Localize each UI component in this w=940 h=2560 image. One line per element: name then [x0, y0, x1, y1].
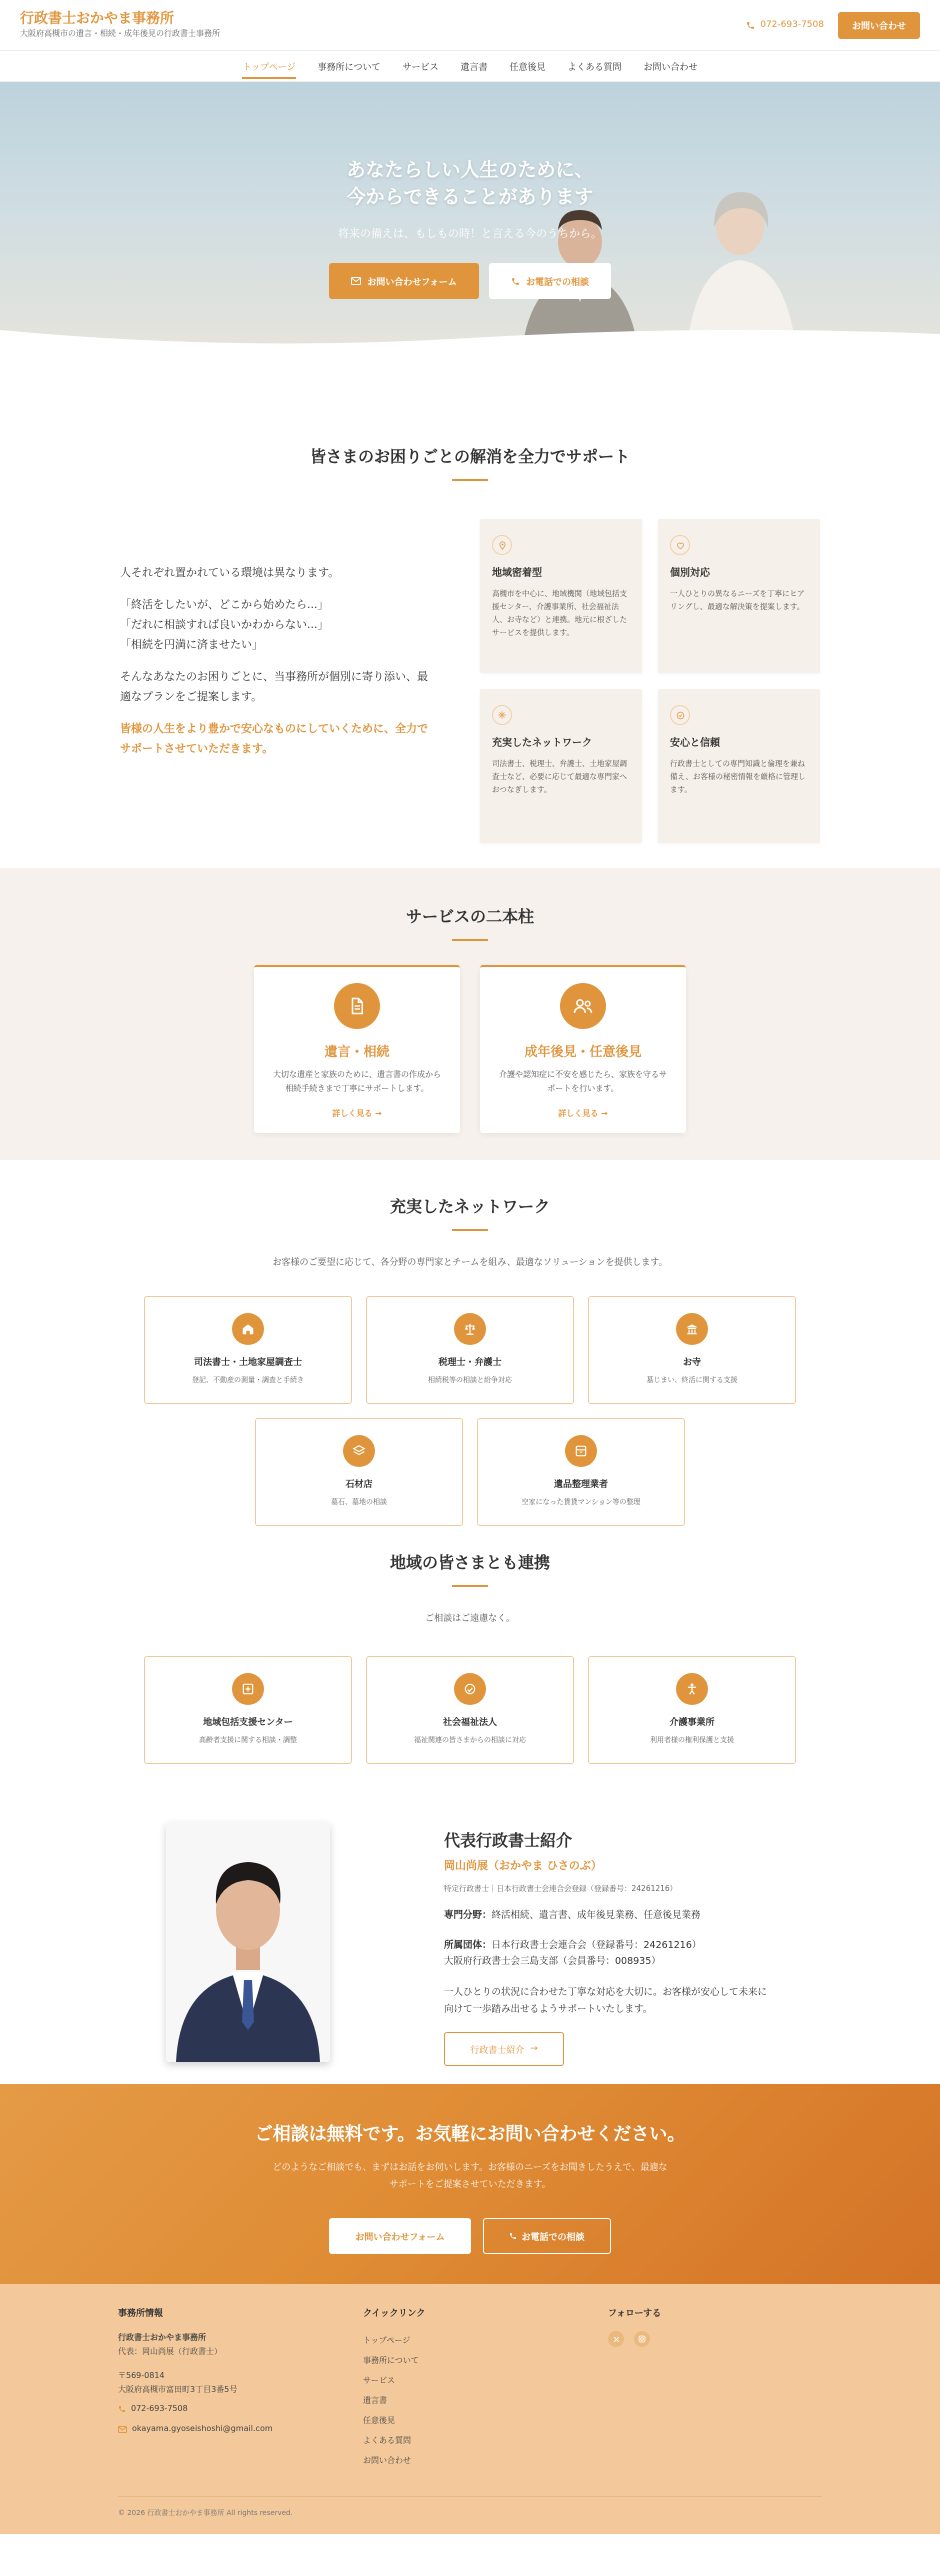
main-nav — [0, 50, 940, 82]
feature-card-local — [480, 519, 642, 673]
phone-icon — [509, 2232, 517, 2240]
network-card-desc: 墓石、墓地の相談 — [331, 1498, 387, 1506]
brand-subtitle: 大阪府高槻市の遺言・相続・成年後見の行政書士事務所 — [20, 29, 220, 38]
pillar-card-guardianship[interactable] — [480, 965, 686, 1133]
footer-phone-number: 072-693-7508 — [131, 2404, 188, 2413]
profile-org-1: 日本行政書士会連合会（登録番号：24261216） — [491, 1940, 702, 1951]
hero-contact-form-button[interactable] — [329, 263, 479, 299]
footer-address: 大阪府高槻市富田町3丁目3番5号 — [118, 2385, 238, 2394]
support-title: 皆さまのお困りごとの解消を全力でサポート — [309, 447, 630, 466]
footer-link-contact[interactable]: お問い合わせ — [363, 2456, 411, 2465]
network-title: 充実したネットワーク — [389, 1197, 550, 1216]
header-phone-link[interactable] — [746, 20, 824, 30]
hero-phone-label: お電話での相談 — [525, 277, 589, 288]
profile-intro-button[interactable] — [444, 2032, 564, 2066]
pillar-card-will[interactable] — [254, 965, 460, 1133]
cta-buttons — [0, 2218, 940, 2254]
profile-org-label: 所属団体： — [444, 1940, 492, 1951]
hero-content — [0, 157, 940, 299]
community-card-desc: 利用者様の権利保護と支援 — [650, 1736, 734, 1744]
accessibility-icon — [676, 1673, 708, 1705]
network-section — [0, 1160, 940, 1530]
profile-org-2: 大阪府行政書士会三島支部（会員番号：008935） — [444, 1956, 661, 1967]
footer-office-info — [118, 2306, 363, 2471]
scales-icon — [454, 1313, 486, 1345]
profile-section — [0, 1812, 940, 2084]
title-underline — [452, 1585, 488, 1587]
feature-title: 地域密着型 — [492, 568, 542, 579]
stone-icon — [343, 1435, 375, 1467]
title-underline — [452, 939, 488, 941]
phone-icon — [511, 277, 520, 286]
hero-section — [0, 82, 940, 352]
footer-postal: 〒569-0814 — [118, 2371, 165, 2380]
hero-title — [0, 157, 940, 211]
footer-links-heading: クイックリンク — [363, 2309, 426, 2319]
hero-wave-divider — [0, 322, 940, 352]
network-card-judicial-scrivener — [144, 1296, 352, 1404]
feature-title: 個別対応 — [670, 568, 710, 579]
community-card-care — [588, 1656, 796, 1764]
network-card-title: 遺品整理業者 — [553, 1480, 608, 1490]
community-card-welfare — [366, 1656, 574, 1764]
nav-item-faq[interactable]: よくある質問 — [567, 62, 622, 73]
support-section — [0, 352, 940, 868]
network-lead: お客様のご要望に応じて、各分野の専門家とチームを組み、最適なソリューションを提供します。 — [272, 1258, 668, 1268]
network-card-title: 税理士・弁護士 — [438, 1358, 502, 1368]
footer-office-name: 行政書士おかやま事務所 — [118, 2333, 206, 2342]
network-card-desc: 相続税等の相談と紛争対応 — [428, 1376, 512, 1384]
cta-phone-button[interactable] — [483, 2218, 611, 2254]
footer-follow — [608, 2306, 853, 2471]
pillar-desc: 介護や認知症に不安を感じたら、家族を守るサポートを行います。 — [499, 1070, 667, 1093]
footer-representative: 代表：岡山尚展（行政書士） — [118, 2347, 222, 2356]
profile-specialty — [444, 1908, 774, 1924]
network-card-desc: 登記、不動産の測量・調査と手続き — [192, 1376, 304, 1384]
support-body — [120, 519, 820, 843]
nav-item-guardianship[interactable]: 任意後見 — [509, 62, 546, 73]
community-card-title: 地域包括支援センター — [203, 1718, 293, 1728]
mail-icon — [351, 277, 361, 285]
temple-icon — [676, 1313, 708, 1345]
footer-phone[interactable] — [118, 2401, 363, 2417]
title-underline — [452, 479, 488, 481]
hero-phone-button[interactable] — [489, 263, 611, 299]
network-card-desc: 墓じまい、終活に関する支援 — [646, 1376, 738, 1384]
community-card-support-center — [144, 1656, 352, 1764]
header-actions — [746, 12, 920, 39]
profile-specialty-value: 終活相続、遺言書、成年後見業務、任意後見業務 — [491, 1910, 701, 1921]
network-card-stonemason — [255, 1418, 463, 1526]
community-card-desc: 高齢者支援に関する相談・調整 — [199, 1736, 297, 1744]
footer-follow-heading: フォローする — [608, 2309, 662, 2319]
network-card-title: お寺 — [682, 1358, 701, 1368]
document-icon — [334, 983, 380, 1029]
pillar-title: 遺言・相続 — [324, 1045, 390, 1060]
pillar-title: 成年後見・任意後見 — [524, 1045, 642, 1060]
pillars-title: サービスの二本柱 — [405, 907, 534, 926]
arrow-right-icon: → — [530, 2044, 538, 2054]
profile-message: 一人ひとりの状況に合わせた丁寧な対応を大切に。お客様が安心して未来に向けて一歩踏み出せるようサポートいたします。 — [444, 1987, 768, 2015]
feature-grid — [480, 519, 820, 843]
service-pillars-section — [0, 868, 940, 1160]
support-highlight: 皆様の人生をより豊かで安心なものにしていくために、全力でサポートさせていただきます。 — [120, 722, 428, 755]
support-text — [120, 519, 430, 843]
header-contact-button[interactable]: お問い合わせ — [838, 12, 920, 39]
profile-name: 岡山尚展（おかやま ひさのぶ） — [444, 1859, 602, 1872]
feature-desc: 高槻市を中心に、地域機関（地域包括支援センター、介護事業所、社会福祉法人、お寺など）と連携。地元に根ざしたサービスを提供します。 — [492, 589, 627, 637]
brand-title[interactable]: 行政書士おかやま事務所 — [20, 11, 174, 27]
network-card-estate-cleanup — [477, 1418, 685, 1526]
hero-title-line1: あなたらしい人生のために、 — [346, 159, 594, 181]
support-quote-1: 「終活をしたいが、どこから始めたら...」 — [120, 598, 329, 611]
heart-icon — [670, 535, 690, 555]
cta-section — [0, 2084, 940, 2284]
profile-organizations — [444, 1938, 774, 1970]
feature-card-trust — [658, 689, 820, 843]
nav-item-top[interactable]: トップページ — [242, 52, 295, 81]
footer-link-top[interactable]: トップページ — [363, 2336, 411, 2345]
header-phone-number: 072-693-7508 — [760, 20, 824, 30]
community-card-title: 介護事業所 — [669, 1718, 715, 1728]
cta-text: どのようなご相談でも、まずはお話をお伺いします。お客様のニーズをお聞きしたうえで、最適なサポートをご提案させていただきます。 — [272, 2163, 668, 2190]
box-icon — [565, 1435, 597, 1467]
network-grid — [130, 1296, 810, 1526]
hero-contact-form-label: お問い合わせフォーム — [367, 277, 457, 288]
location-pin-icon — [492, 535, 512, 555]
social-links — [608, 2331, 853, 2347]
network-card-desc: 空家になった賃貸マンション等の整理 — [521, 1498, 641, 1506]
pillar-detail-link[interactable]: 詳しく見る → — [332, 1109, 382, 1118]
handshake-icon — [454, 1673, 486, 1705]
support-paragraph-1: 人それぞれ置かれている環境は異なります。 — [120, 566, 340, 579]
network-card-tax-lawyer — [366, 1296, 574, 1404]
check-circle-icon — [670, 705, 690, 725]
community-card-desc: 福祉関連の皆さまからの相談に対応 — [414, 1736, 526, 1744]
footer-link-guardianship[interactable]: 任意後見 — [363, 2416, 395, 2425]
profile-specialty-label: 専門分野： — [444, 1910, 492, 1921]
feature-desc: 司法書士、税理士、弁護士、土地家屋調査士など、必要に応じて最適な専門家へおつなぎします。 — [492, 759, 627, 794]
site-footer — [0, 2284, 940, 2534]
community-lead: ご相談はご遠慮なく。 — [425, 1614, 515, 1624]
cta-phone-label: お電話での相談 — [521, 2232, 585, 2243]
nav-item-will[interactable]: 遺言書 — [460, 62, 488, 73]
support-paragraph-2: そんなあなたのお困りごとに、当事務所が個別に寄り添い、最適なプランをご提案します。 — [120, 670, 428, 703]
support-quote-3: 「相続を円満に済ませたい」 — [120, 638, 263, 651]
title-underline — [452, 1229, 488, 1231]
people-icon — [560, 983, 606, 1029]
phone-icon — [118, 2405, 126, 2413]
house-icon — [232, 1313, 264, 1345]
hero-subtitle: 将来の備えは、もしもの時！と言える今のうちから。 — [338, 227, 602, 240]
site-header — [0, 0, 940, 50]
pillar-row — [0, 965, 940, 1133]
footer-office-heading: 事務所情報 — [118, 2309, 164, 2319]
hero-buttons — [0, 263, 940, 299]
footer-link-about[interactable]: 事務所について — [363, 2356, 419, 2365]
support-quote-2: 「だれに相談すれば良いかわからない...」 — [120, 618, 329, 631]
feature-title: 安心と信頼 — [670, 738, 720, 749]
community-title: 地域の皆さまとも連携 — [389, 1553, 550, 1572]
footer-divider — [118, 2496, 822, 2497]
medical-plus-icon — [232, 1673, 264, 1705]
cta-title: ご相談は無料です。お気軽にお問い合わせください。 — [254, 2124, 686, 2145]
x-twitter-icon[interactable] — [608, 2331, 624, 2347]
network-icon — [492, 705, 512, 725]
instagram-icon[interactable] — [634, 2331, 650, 2347]
feature-title: 充実したネットワーク — [492, 738, 592, 749]
nav-item-contact[interactable]: お問い合わせ — [643, 62, 698, 73]
hero-title-line2: 今からできることがあります — [346, 186, 594, 208]
feature-desc: 行政書士としての専門知識と倫理を兼ね備え、お客様の秘密情報を厳格に管理します。 — [670, 759, 806, 794]
feature-card-network — [480, 689, 642, 843]
nav-item-about[interactable]: 事務所について — [317, 62, 381, 73]
network-card-title: 司法書士・土地家屋調査士 — [193, 1358, 302, 1368]
network-card-temple — [588, 1296, 796, 1404]
cta-contact-form-button[interactable]: お問い合わせフォーム — [329, 2218, 471, 2254]
footer-link-will[interactable]: 遺言書 — [363, 2396, 387, 2405]
footer-email-address: okayama.gyoseishoshi@gmail.com — [132, 2424, 273, 2433]
feature-desc: 一人ひとりの異なるニーズを丁寧にヒアリングし、最適な解決策を提案します。 — [670, 589, 805, 611]
footer-quick-links — [363, 2306, 608, 2471]
pillar-desc: 大切な遺産と家族のために、遺言書の作成から相続手続きまで丁寧にサポートします。 — [273, 1070, 441, 1093]
community-row — [0, 1656, 940, 1764]
pillar-detail-link[interactable]: 詳しく見る → — [558, 1109, 608, 1118]
feature-card-individual — [658, 519, 820, 673]
nav-item-services[interactable]: サービス — [402, 62, 439, 73]
copyright: © 2026 行政書士おかやま事務所 All rights reserved. — [118, 2509, 293, 2517]
footer-link-faq[interactable]: よくある質問 — [363, 2436, 411, 2445]
profile-info — [444, 1822, 774, 2084]
profile-intro-label: 行政書士紹介 — [470, 2045, 525, 2056]
profile-registration: 特定行政書士｜日本行政書士会連合会登録（登録番号：24261216） — [444, 1884, 678, 1893]
community-section — [0, 1530, 940, 1812]
footer-link-services[interactable]: サービス — [363, 2376, 395, 2385]
network-card-title: 石材店 — [345, 1480, 373, 1490]
profile-heading: 代表行政書士紹介 — [444, 1831, 573, 1850]
community-card-title: 社会福祉法人 — [442, 1718, 497, 1728]
mail-icon — [118, 2426, 127, 2433]
phone-icon — [746, 21, 755, 30]
footer-email[interactable] — [118, 2421, 363, 2437]
footer-columns — [118, 2306, 940, 2471]
profile-photo — [166, 1822, 330, 2062]
brand[interactable] — [20, 10, 220, 40]
